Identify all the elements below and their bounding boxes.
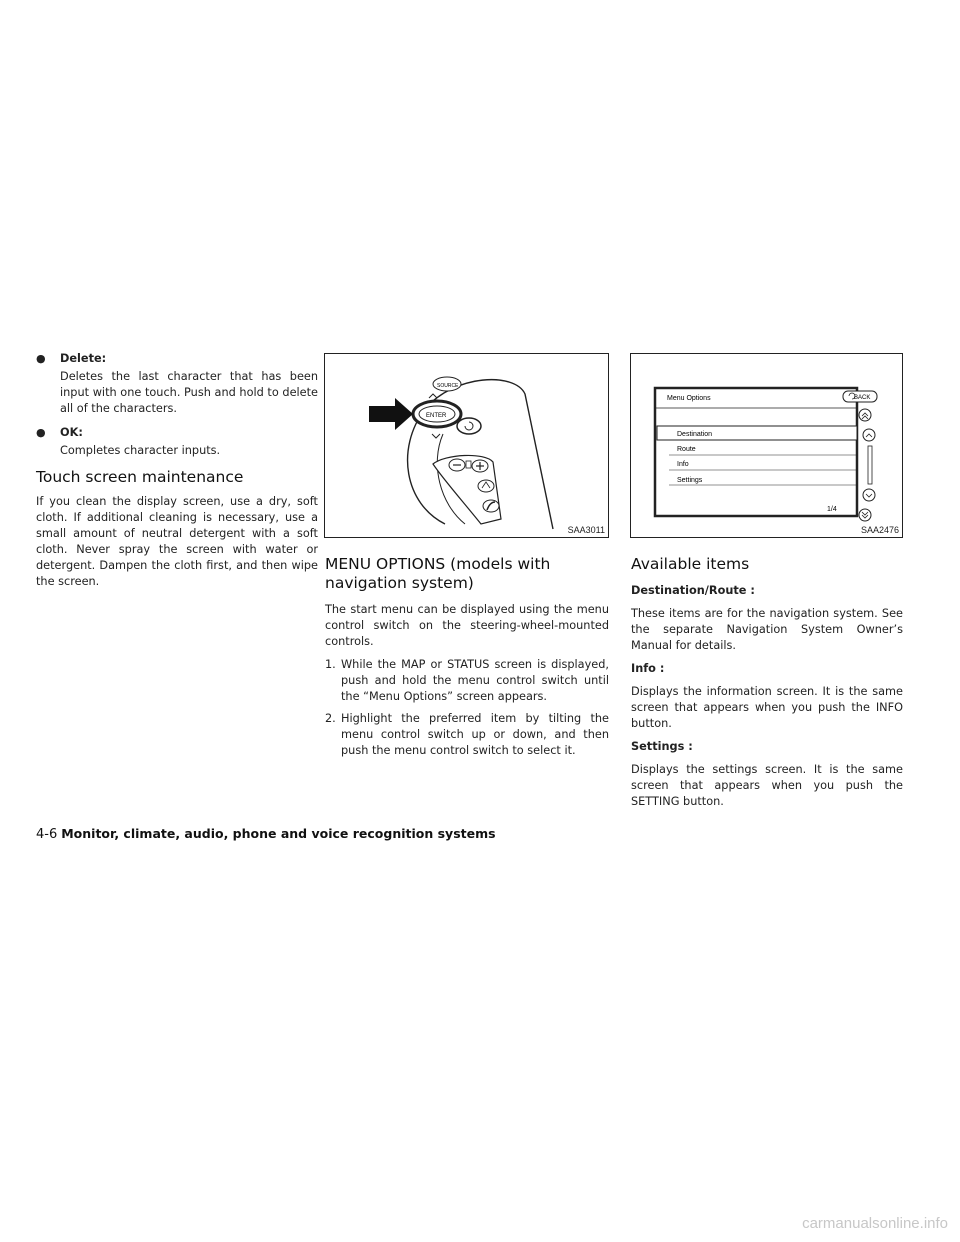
bullet-label: OK: [60,426,83,439]
bullet-text: Completes character inputs. [60,444,221,457]
menu-options-figure [630,353,903,538]
paragraph: If you clean the display screen, use a dry, soft cloth. If additional cleaning is necessary, use a small amount of neutral detergent with a soft cloth. Never spray the screen with water or detergent. Dampen the cloth first, and then wipe the screen. [36,495,318,588]
step-number: 2. [325,712,336,725]
paragraph: The start menu can be displayed using the menu control switch on the steering-wheel-mounted controls. [325,603,609,648]
left-column [36,351,318,597]
menu-item-info: Info [677,461,689,468]
page-indicator: 1/4 [827,506,837,513]
section-heading: MENU OPTIONS (models with navigation system) [325,555,551,592]
step-text: Highlight the preferred item by tilting the menu control switch up or down, and then push the menu control switch to select it. [341,712,609,757]
step-item [325,711,609,759]
bullet-text: Deletes the last character that has been input with one touch. Push and hold to delete all of the characters. [60,370,318,415]
source-label: SOURCE [437,383,459,389]
steering-switch-illustration [325,354,608,537]
watermark-link[interactable]: carmanualsonline.info [802,1215,948,1232]
bullet-delete [36,351,318,367]
bullet-icon: ● [36,426,46,439]
bullet-icon: ● [36,352,46,365]
figure-code: SAA2476 [860,525,899,535]
menu-item-destination: Destination [677,431,713,438]
right-column [631,555,903,817]
enter-label: ENTER [426,413,447,419]
chapter-title: Monitor, climate, audio, phone and voice recognition systems [61,826,496,841]
item-description: Displays the settings screen. It is the same screen that appears when you push the SETTING button. [631,763,903,808]
menu-options-screen [631,354,902,537]
bullet-label: Delete: [60,352,107,365]
bullet-ok [36,425,318,441]
step-number: 1. [325,658,336,671]
middle-column [325,555,609,765]
section-heading: Touch screen maintenance [36,468,244,486]
back-button-label: BACK [854,395,871,401]
page-number: 4-6 [36,827,58,842]
step-text: While the MAP or STATUS screen is displayed, push and hold the menu control switch until the “Menu Options” screen appears. [341,658,609,703]
steering-switch-figure [324,353,609,538]
item-description: These items are for the navigation system. See the separate Navigation System Owner’s Manual for details. [631,607,903,652]
item-label: Settings : [631,740,693,753]
figure-code: SAA3011 [567,525,605,535]
item-label: Info : [631,662,665,675]
menu-item-route: Route [677,446,696,453]
item-description: Displays the information screen. It is the same screen that appears when you push the INFO button. [631,685,903,730]
page-footer [36,826,496,842]
item-label: Destination/Route : [631,584,755,597]
step-item [325,657,609,705]
screen-title: Menu Options [667,395,711,402]
menu-item-settings: Settings [677,477,703,484]
section-heading: Available items [631,555,750,573]
